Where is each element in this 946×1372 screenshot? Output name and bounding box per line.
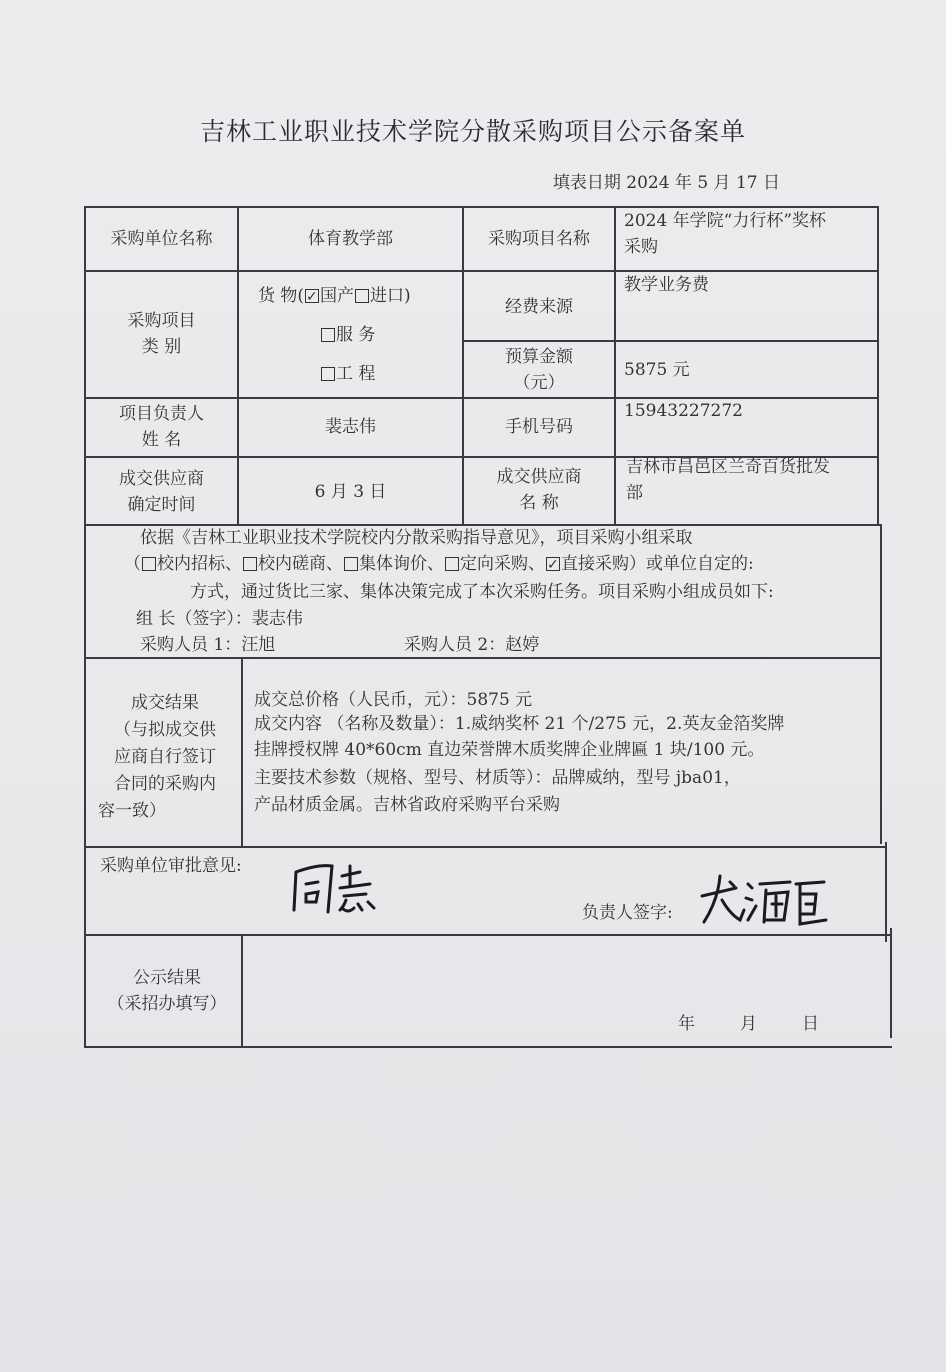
category-engineering-option: 工 程 — [320, 361, 460, 387]
category-service-option: 服 务 — [320, 322, 460, 348]
publicity-date-day: 日 — [802, 1014, 819, 1034]
service-checkbox[interactable] — [321, 328, 335, 342]
supplier-name-label: 成交供应商 名 称 — [496, 467, 582, 513]
result-content-line-1: 成交内容 （名称及数量）：1.威纳奖杯 21 个/275 元，2.英友金箔奖牌 — [254, 714, 785, 734]
publicity-date-year: 年 — [678, 1014, 695, 1034]
purchasing-unit-value: 体育教学部 — [308, 229, 393, 249]
budget-label: 预算金额 （元） — [505, 347, 573, 393]
project-name-label: 采购项目名称 — [488, 229, 590, 249]
project-category-label: 采购项目 类 别 — [127, 311, 196, 357]
engineering-checkbox[interactable] — [321, 367, 335, 381]
result-params-line-1: 主要技术参数（规格、型号、材质等）：品牌威纳，型号 jba01， — [254, 768, 741, 788]
project-manager-label: 项目负责人 姓 名 — [119, 404, 204, 450]
basis-methods: （ 校内招标、 校内磋商、 集体询价、 定向采购、✓ 直接采购）或单位自定的: — [124, 551, 879, 577]
import-checkbox[interactable] — [355, 289, 369, 303]
phone-label: 手机号码 — [505, 417, 573, 437]
category-goods-option: 货 物(✓ 国产 进口) — [258, 283, 462, 309]
method-direct-purchase-checkbox[interactable] — [546, 557, 560, 571]
supplier-name-value: 吉林市昌邑区兰奇百货批发 部 — [626, 457, 830, 503]
signer-label: 负责人签字: — [582, 903, 673, 923]
purchasing-unit-label: 采购单位名称 — [110, 229, 213, 249]
domestic-checkbox[interactable] — [305, 289, 319, 303]
approval-label: 采购单位审批意见: — [100, 856, 242, 876]
signature-ink — [696, 870, 830, 934]
team-member-2: 采购人员 2：赵婷 — [404, 635, 540, 655]
publicity-date-month: 月 — [740, 1014, 757, 1034]
basis-line-1: 依据《吉林工业职业技术学院校内分散采购指导意见》，项目采购小组采取 — [140, 528, 693, 548]
fund-source-label: 经费来源 — [505, 297, 573, 317]
project-name-value: 2024 年学院“力行杯”奖杯 采购 — [624, 211, 827, 257]
approval-handwritten-opinion — [288, 852, 388, 922]
result-params-line-2: 产品材质金属。吉林省政府采购平台采购 — [254, 795, 560, 815]
approval-opinion-ink — [288, 852, 388, 922]
method-internal-bid-checkbox[interactable] — [142, 557, 156, 571]
result-label: 成交结果 （与拟成交供 应商自行签订 合同的采购内 容一致） — [98, 693, 216, 821]
result-content-line-2: 挂牌授权牌 40*60cm 直边荣誉牌木质奖牌企业牌匾 1 块/100 元。 — [254, 740, 765, 760]
phone-value: 15943227272 — [624, 401, 743, 421]
budget-value: 5875 元 — [624, 360, 690, 380]
method-inquiry-checkbox[interactable] — [344, 557, 358, 571]
team-leader: 组 长（签字）：裴志伟 — [136, 609, 303, 629]
supplier-time-label: 成交供应商 确定时间 — [119, 469, 204, 515]
team-member-1: 采购人员 1：汪旭 — [140, 635, 276, 655]
result-total: 成交总价格（人民币，元）：5875 元 — [254, 690, 533, 710]
basis-line-3: 方式，通过货比三家、集体决策完成了本次采购任务。项目采购小组成员如下: — [190, 582, 774, 602]
responsible-person-signature — [696, 870, 830, 934]
supplier-time-value: 6 月 3 日 — [314, 482, 387, 502]
method-negotiation-checkbox[interactable] — [243, 557, 257, 571]
publicity-label: 公示结果 （采招办填写） — [107, 968, 227, 1014]
fill-date: 填表日期 2024 年 5 月 17 日 — [552, 173, 780, 193]
method-directed-checkbox[interactable] — [445, 557, 459, 571]
fund-source-value: 教学业务费 — [624, 275, 709, 295]
document-title: 吉林工业职业技术学院分散采购项目公示备案单 — [199, 117, 746, 146]
project-manager-value: 裴志伟 — [325, 417, 376, 437]
